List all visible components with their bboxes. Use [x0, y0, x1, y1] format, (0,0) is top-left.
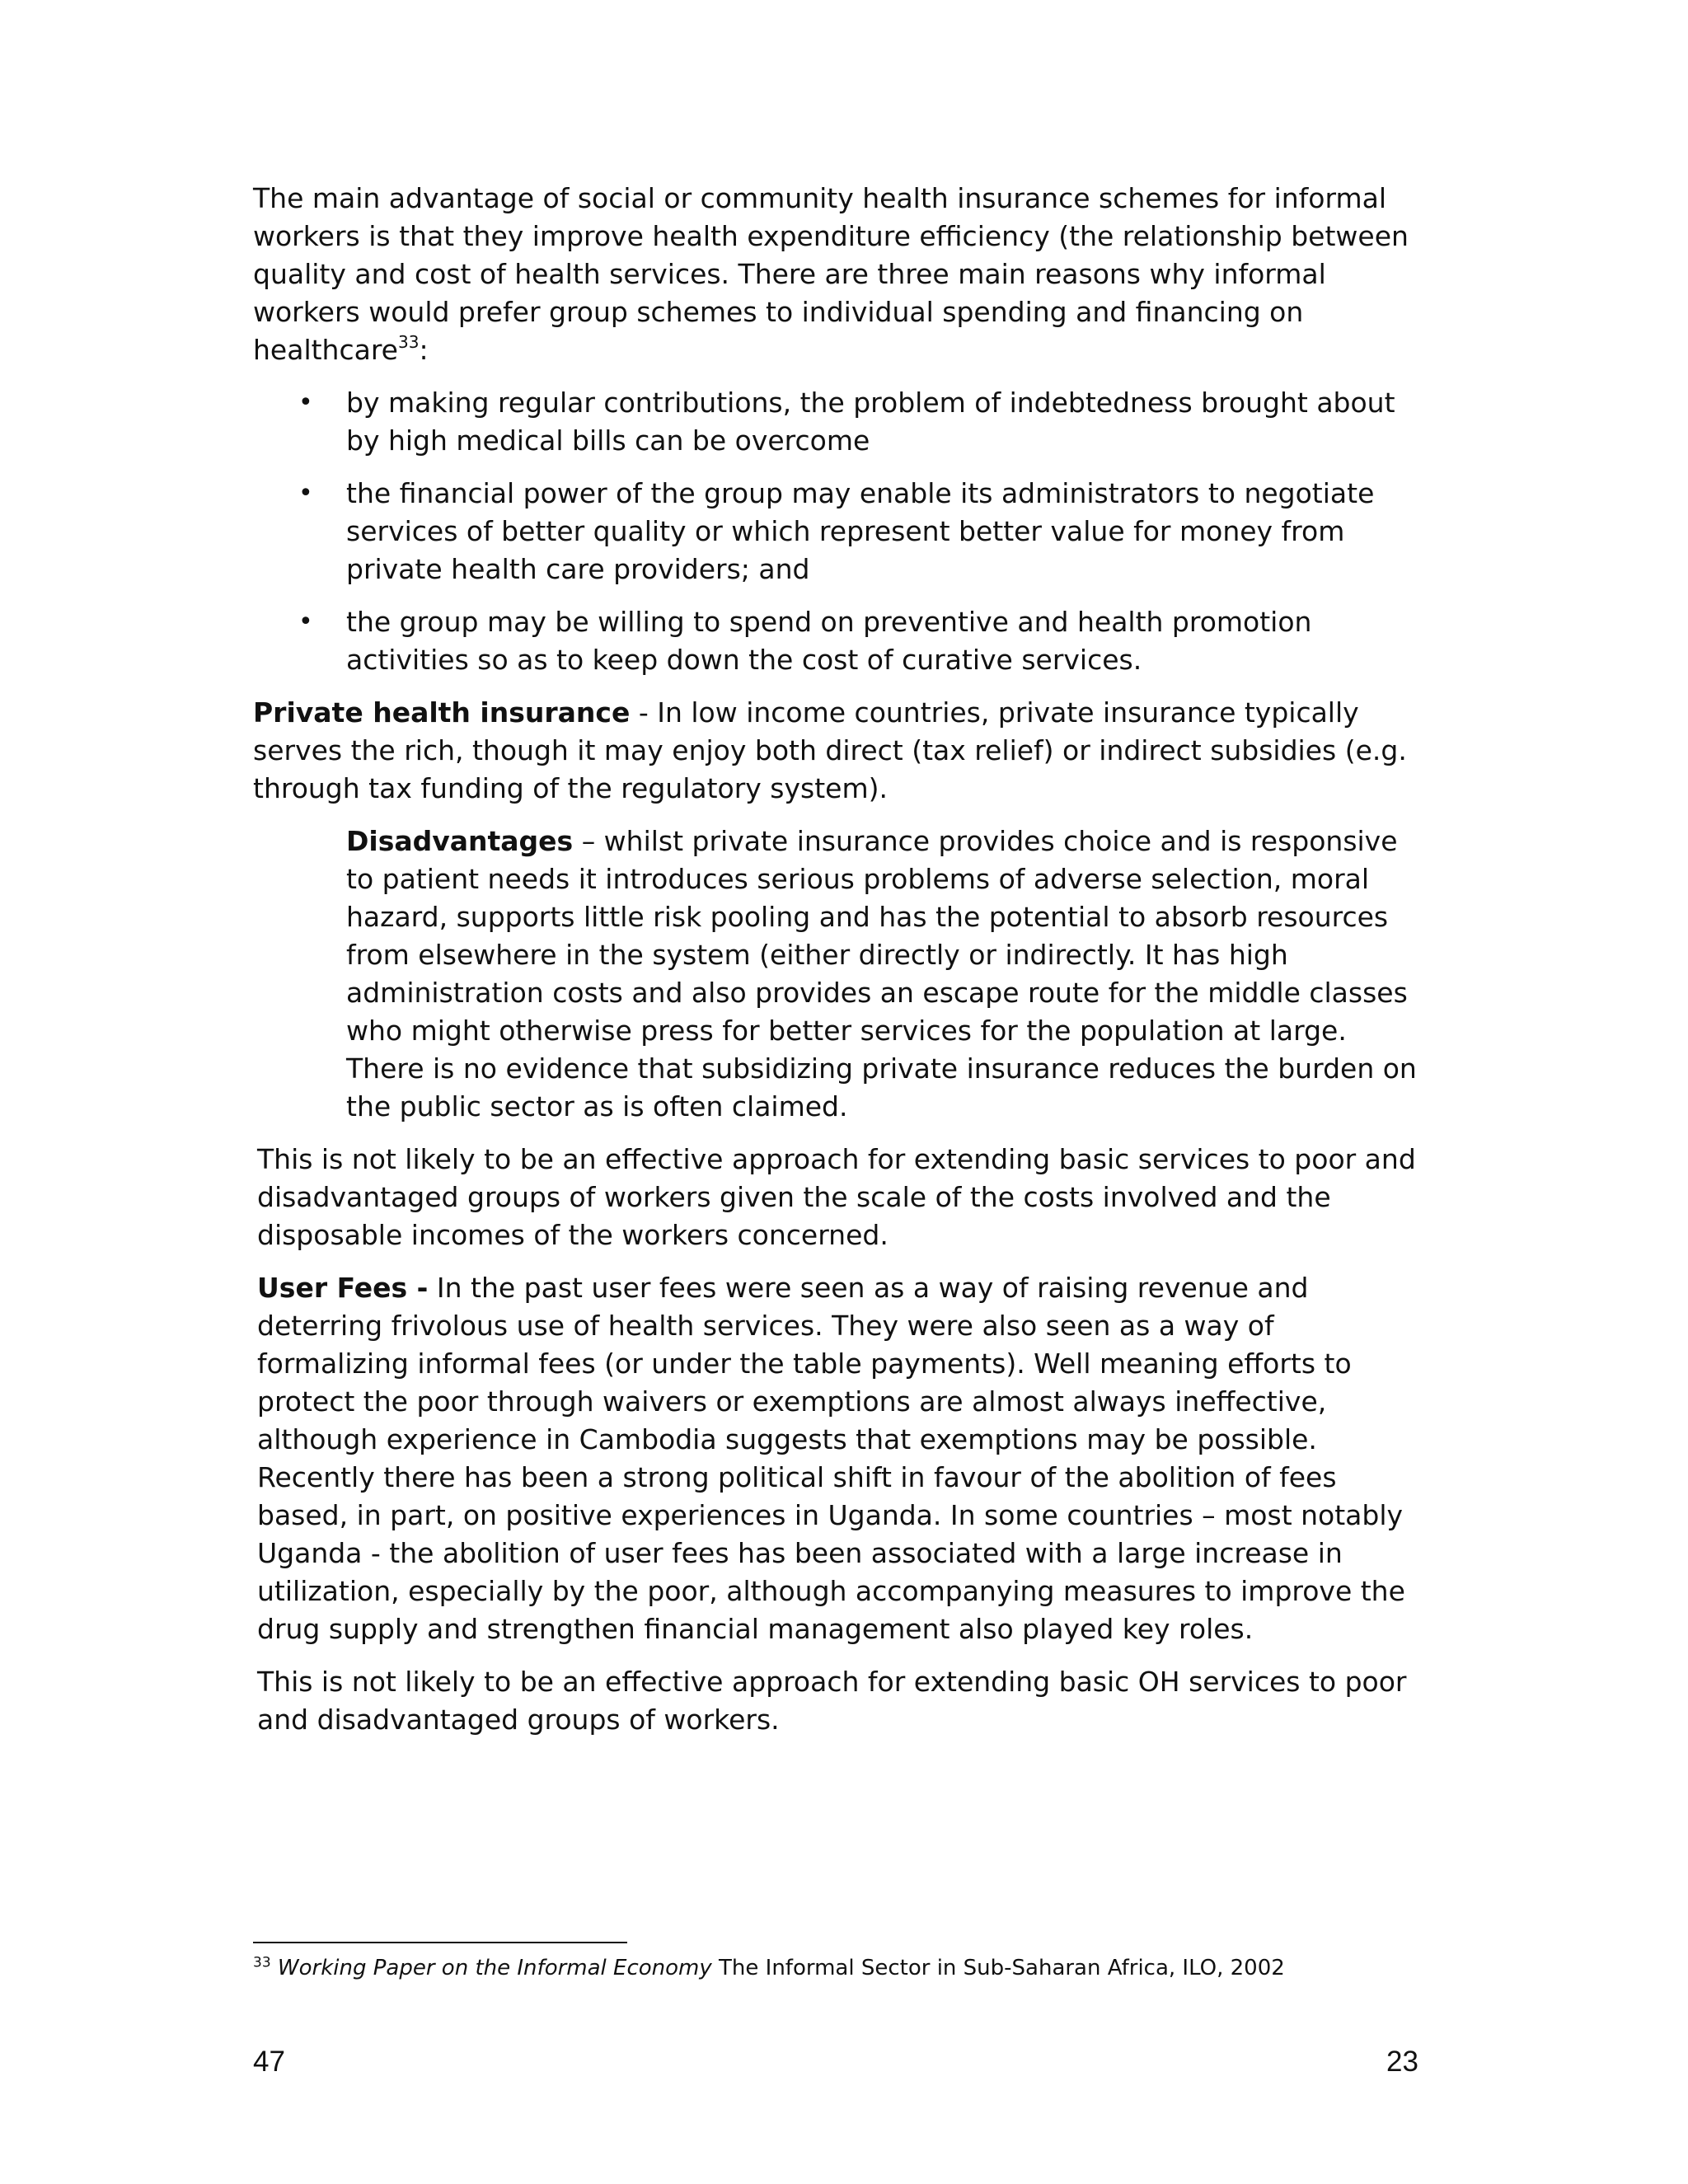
user-fees-text: In the past user fees were seen as a way of raising revenue and deterring frivolous use of health services. They were also seen as a way of formalizing informal fees (or under the table payments). Well meaning efforts to protect the poor through waivers or exemptions are almost always ineffective, although experience in Cambodia suggests that exemptions may be possible. Recently there has been a strong political shift in favour of the abolition of fees based, in part, on positive experiences in Uganda. In some countries – most notably Uganda - the abolition of user fees has been associated with a large increase in utilization, especially by the poor, although accompanying measures to improve the drug supply and strengthen financial management also played key roles.	[257, 1272, 1405, 1645]
intro-colon: :	[419, 334, 429, 366]
reason-item	[253, 384, 1432, 460]
private-insurance-heading: Private health insurance	[253, 696, 631, 729]
intro-text: The main advantage of social or community health insurance schemes for informal workers is that they improve health expenditure efficiency (the relationship between quality and cost of health services. There are three main reasons why informal workers would prefer group schemes to individual spending and financing on healthcare	[253, 182, 1409, 366]
footnote	[253, 1953, 1489, 1983]
main-content	[253, 180, 1432, 1754]
reason-text: the financial power of the group may enable its administrators to negotiate services of better quality or which represent better value for money from private health care providers; and	[346, 477, 1375, 585]
footnote-text: The Informal Sector in Sub-Saharan Africa, ILO, 2002	[711, 1956, 1285, 1980]
footnote-mark: 33	[253, 1954, 271, 1971]
intro-paragraph	[253, 180, 1432, 369]
bullet-icon: •	[298, 479, 313, 508]
bullet-icon: •	[298, 388, 313, 417]
private-insurance-text: - In low income countries, private insurance typically serves the rich, though it may enjoy both direct (tax relief) or indirect subsidies (e.g. through tax funding of the regulatory system).	[253, 696, 1407, 804]
intro-footnote-reference: 33	[397, 332, 420, 352]
private-insurance-paragraph	[253, 694, 1432, 808]
page-number-right: 23	[1386, 2046, 1418, 2078]
oh-services-paragraph: This is not likely to be an effective approach for extending basic OH services to poor and disadvantaged groups of workers.	[257, 1666, 1407, 1736]
disadvantages-paragraph	[346, 823, 1432, 1126]
reason-item	[253, 603, 1432, 679]
bullet-icon: •	[298, 607, 313, 636]
reason-text: by making regular contributions, the problem of indebtedness brought about by high medical bills can be overcome	[346, 387, 1395, 457]
user-fees-paragraph	[257, 1269, 1432, 1648]
page-number-left: 47	[253, 2046, 285, 2078]
reason-item	[253, 475, 1432, 588]
disadvantages-text: – whilst private insurance provides choice and is responsive to patient needs it introduces serious problems of adverse selection, moral hazard, supports little risk pooling and has the potential to absorb resources from elsewhere in the system (either directly or indirectly. It has high administration costs and also provides an escape route for the middle classes who might otherwise press for better services for the population at large. There is no evidence that subsidizing private insurance reduces the burden on the public sector as is often claimed.	[346, 825, 1417, 1122]
footnote-divider	[253, 1942, 627, 1943]
not-likely-paragraph: This is not likely to be an effective approach for extending basic services to poor and disadvantaged groups of workers given the scale of the costs involved and the disposable incomes of the workers concerned.	[257, 1143, 1416, 1251]
footnote-title: Working Paper on the Informal Economy	[277, 1956, 712, 1980]
disadvantages-heading: Disadvantages	[346, 825, 574, 857]
user-fees-heading: User Fees -	[257, 1272, 429, 1304]
reason-text: the group may be willing to spend on preventive and health promotion activities so as to keep down the cost of curative services.	[346, 606, 1312, 676]
reasons-list	[253, 384, 1432, 679]
